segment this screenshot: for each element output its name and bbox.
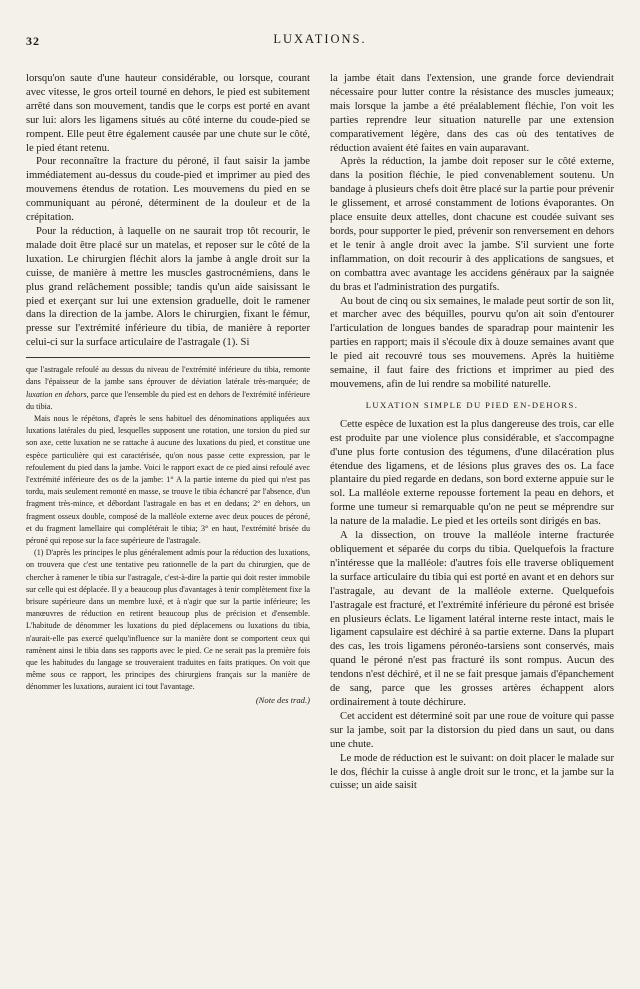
- footnote-divider: [26, 357, 310, 358]
- body-paragraph: lorsqu'on saute d'une hauteur considérable, ou lorsque, courant avec vitesse, le gros orteil tourné en dehors, le pied est subitement arrêté dans son mouvement, tandis que le corps est porté en avant sur lui: alors les ligamens situés au côté interne du coude-pied se rompent. Elle peut être également causée par une chute sur le côté, le pied étant retenu.: [26, 73, 310, 154]
- footnote-emphasis: luxation en dehors: [26, 389, 87, 399]
- body-paragraph: Le mode de réduction est le suivant: on doit placer le malade sur le dos, fléchir la cuisse à angle droit sur le tronc, et la jambe sur la cuisse; un aide saisit: [330, 752, 614, 792]
- footnotes: [26, 364, 310, 704]
- footnote-text: , parce que l'ensemble du pied est en dehors de l'extrémité inférieure du tibia.: [26, 389, 311, 411]
- footnote-paragraph: (1) D'après les principes le plus généralement admis pour la réduction des luxations, on trouvera que c'est une tentative peu rationnelle de la part du chirurgien, que de chercher à ramener le tibia sur l'astragale, c'est-à-dire la partie qui doit rester immobile sur celle qui est déplacée. Il y a beaucoup plus d'avantages à tenir complètement fixe la brisure supérieure dans un membre luxé, et à n'agir que sur la partie inférieure; les manœuvres de réduction en retirent beaucoup plus de précision et d'ensemble. L'habitude de dénommer les luxations du pied déplacemens ou luxations du tibia, n'aurait-elle pas exercé quelqu'influence sur la manière dont se comportent ceux qui ramènent ainsi le tibia dans ses rapports avec le pied. Ce ne serait pas la première fois que les habitudes du langage se trouveraient traduites en faits pratiques. On voit que même sous ce rapport, les principes des chirurgiens français sur la manière de dénommer les luxations, auraient ici tout l'avantage.: [26, 548, 310, 692]
- footnote-text: que l'astragale refoulé au dessus du niveau de l'extrémité inférieure du tibia, remonte dans l'épaisseur de la jambe sans éprouver de déviation latérale très-marquée; de: [26, 365, 310, 387]
- running-title: LUXATIONS.: [273, 32, 367, 46]
- body-paragraph: la jambe était dans l'extension, une grande force deviendrait nécessaire pour lutter contre la résistance des muscles jumeaux; mais lorsque la jambe a été préalablement fléchie, l'on voit les parties reprendre leur situation naturelle par une extension comparativement légère, dans des cas où des tentatives de réduction avaient été faites en vain auparavant.: [330, 73, 614, 154]
- body-paragraph: Pour la réduction, à laquelle on ne saurait trop tôt recourir, le malade doit être placé sur un matelas, et reposer sur le côté de la luxation. Le chirurgien fléchit alors la jambe à angle droit sur la cuisse, de manière à mettre les muscles gastrocnémiens, dans le plus grand relâchement possible; tandis qu'un aide saisissant le pied et exerçant sur lui une extension graduelle, doit le ramener dans la direction de la jambe. Alors le chirurgien, fixant le fémur, presse sur l'extrémité inférieure du tibia, de manière à reporter celui-ci sur la surface articulaire de l'astragale (1). Si: [26, 225, 310, 349]
- body-paragraph: Après la réduction, la jambe doit reposer sur le côté externe, dans la position fléchie, le pied convenablement soutenu. Un bandage à plusieurs chefs doit être placé sur la partie pour prévenir le glissement, et arrosé constamment de lotions évaporantes. On place ensuite deux attelles, dont chacune est coudée suivant ses bords, pour supporter le pied, prévenir son renversement en dehors et le tenir à angle droit avec la jambe. S'il survient une forte inflammation, on doit recourir à des applications de sangsues, et on combattra avec avantage les accidens généraux par la saignée du bras et l'administration des purgatifs.: [330, 156, 614, 293]
- body-paragraph: Cet accident est déterminé soit par une roue de voiture qui passe sur la jambe, soit par la distorsion du pied dans un saut, ou dans une chute.: [330, 710, 614, 750]
- body-paragraph: A la dissection, on trouve la malléole interne fracturée obliquement et séparée du corps du tibia. Quelquefois la fracture n'intéresse que la malléole: d'autres fois elle traverse obliquement la surface articulaire du tibia qui est porté en avant et en dehors sur l'astragale, au devant de la malléole externe. Quelquefois l'astragale est fracturé, et l'extrémité inférieure du péroné est brisée en plusieurs éclats. Le ligament latéral interne reste intact, mais le ligament capsulaire est déchiré à sa partie externe. Dans la plupart des cas, les trois ligamens péronéo-tarsiens sont conservés, mais quand le péroné n'est pas fracturé ils sont rompus. Aucun des tendons n'est déchiré, et il ne se fait presque jamais d'épanchement de sang, parce que les grosses artères échappent alors ordinairement à toute déchirure.: [330, 530, 614, 708]
- footnote-paragraph: [26, 364, 310, 413]
- body-paragraph: Au bout de cinq ou six semaines, le malade peut sortir de son lit, et marcher avec des béquilles, pourvu qu'on ait soin d'entourer l'articulation de longues bandes de sparadrap pour maintenir les parties en rapport; mais il s'écoule dix à douze semaines avant que le pied ait recouvré tous ses mouvemens. Après la huitième semaine, il faut faire des frictions et imprimer au pied des mouvemens, afin de lui rendre sa mobilité naturelle.: [330, 295, 614, 390]
- footnote-signature: (Note des trad.): [255, 694, 310, 705]
- page-number: 32: [26, 34, 40, 48]
- section-heading: LUXATION SIMPLE DU PIED EN-DEHORS.: [365, 399, 579, 410]
- left-column: [26, 72, 310, 793]
- body-paragraph: Pour reconnaître la fracture du péroné, il faut saisir la jambe immédiatement au-dessus du coude-pied et imprimer au pied des mouvemens étendus de rotation. Les mouvemens du pied en se communiquant au péroné, déterminent de la douleur et de la crépitation.: [26, 156, 310, 224]
- right-column: [330, 72, 614, 793]
- text-columns: [26, 72, 614, 793]
- body-paragraph: Cette espèce de luxation est la plus dangereuse des trois, car elle est produite par une violence plus considérable, et s'accompagne d'une plus forte contusion des tégumens, d'une dilacération plus étendue des ligamens, et de lésions plus graves des os. La face plantaire du pied regarde en dedans, son bord externe appuie sur le sol. La malléole externe repousse fortement la peau en dehors, et forme une tumeur si remarquable qu'on ne peut se méprendre sur la nature de la maladie. Le pied et les orteils sont dirigés en bas.: [330, 418, 614, 528]
- footnote-paragraph: Mais nous le répétons, d'après le sens habituel des dénominations appliquées aux luxations latérales du pied, lesquelles supposent une rotation, une torsion du pied sur son axe, cette luxation ne se rattache à aucune des luxations du pied, et constitue une espèce particulière qui est caractérisée, qu'on nous passe cette expression, par le refoulement du pied dans la jambe. Voici le rapport exact de ce pied ainsi refoulé avec l'extrémité inférieure des os de la jambe: 1° A la partie interne du pied qui n'est pas tordu, mais seulement remonté en masse, se trouve le tibia échancré par l'absence, d'un fragment très-mince, et débordant l'astragale en bas et en dedans; 2° en dehors, un fragment osseux double, composé de la malléole externe avec deux pouces de péroné, et du fragment lamellaire qui complétérait le tibia; 3° en haut, l'extrémité brisée du péroné qui repose sur la face supérieure de l'astragale.: [26, 413, 310, 545]
